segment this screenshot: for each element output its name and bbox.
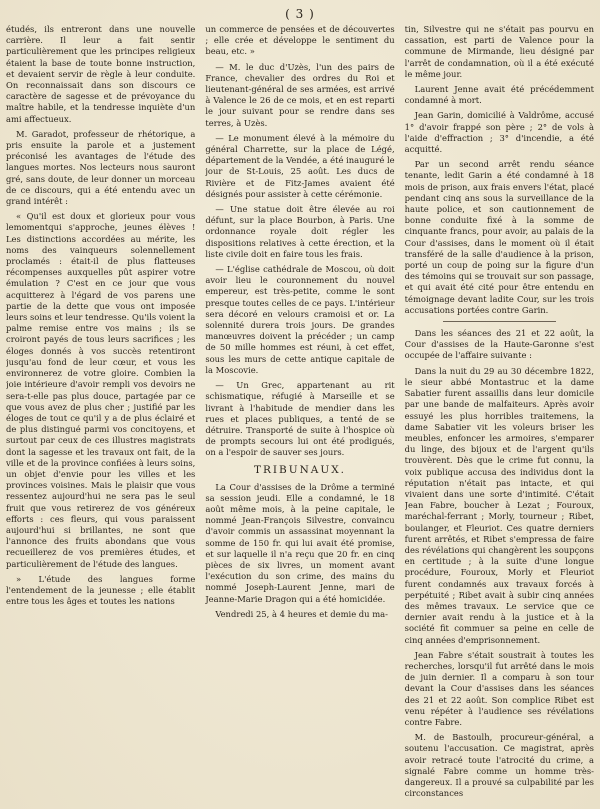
- paragraph: — L'église cathédrale de Moscou, où doit avoir lieu le couronnement du nouvel empereur, est très-petite, comme le sont presque toutes celles de ce pays. L'intérieur sera décoré en velours cramoisi et or. La solennité durera trois jours. De grandes manœuvres doivent la précéder ; un camp de 50 mille hommes est réuni, à cet effet, sous les murs de cette antique capitale de la Moscovie.: [205, 264, 395, 375]
- page-number: ( 3 ): [285, 7, 315, 21]
- paragraph: étudés, ils entreront dans une nouvelle carrière. Il leur a fait sentir particulièrement que les principes religieux étaient la base de toute bonne instruction, et devaient servir de règle à leur conduite. On reconnaissait dans son discours ce caractère de sagesse et de prévoyance du maître habile, et la tendresse inquiète d'un ami affectueux.: [6, 24, 196, 124]
- column-2: [205, 24, 394, 805]
- column-3: [405, 24, 594, 805]
- paragraph: Jean Fabre s'était soustrait à toutes les recherches, lorsqu'il fut arrêté dans le mois de juin dernier. Il a comparu à son tour devant la Cour d'assises dans les séances des 21 et 22 août. Son complice Ribet est venu répéter à l'audience ses révélations contre Fabre.: [404, 649, 594, 727]
- text-columns: [6, 24, 594, 805]
- paragraph: Par un second arrêt rendu séance tenante, ledit Garin a été condamné à 18 mois de prison, aux frais envers l'état, placé pendant cinq ans sous la surveillance de la haute police, et son cautionnement de bonne conduite fixé à la somme de cinquante francs, pour avoir, au palais de la Cour d'assises, dans le moment où il était transféré de la salle d'audience à la prison, porté un coup de poing sur la figure d'un des témoins qui se trouvait sur son passage, et qui avait été cité pour être entendu en témoignage devant ladite Cour, sur les trois accusations portées contre Garin.: [404, 159, 594, 315]
- paragraph: « Qu'il est doux et glorieux pour vous lemomentqui s'approche, jeunes élèves ! Les distinctions accordées au mérite, les noms des vainqueurs solennellement proclamés : était-il de plus flatteuses récompenses auxquelles pût aspirer votre émulation ? C'est en ce jour que vous acquitterez à l'égard de vos parens une partie de la dette que vous ont imposée leurs soins et leur tendresse. Qu'ils voient la palme remise entre vos mains ; ils se croiront payés de tous leurs sacrifices ; les éloges donnés à vos succès retentiront jusqu'au fond de leur cœur, et vous les environnerez de votre gloire. Combien la joie intérieure d'avoir rempli vos devoirs ne sera-t-elle pas plus douce, partagée par ce que vous avez de plus cher ; justifié par les éloges de tout ce qu'il y a de plus éclairé et de plus distingué parmi vos concitoyens, et surtout par ceux de ces illustres magistrats dont la sagesse et les travaux ont fait, de la ville et de la province confiées à leurs soins, un objet d'envie pour les villes et les provinces voisines. Mais le plaisir que vous ressentez aujourd'hui ne sera pas le seul fruit que vous retirerez de vos généreux efforts : ces fleurs, qui vous paraissent aujourd'hui si brillantes, ne sont que l'annonce des fruits abondans que vous recueillerez de vos premières études, et particulièrement de l'étude des langues.: [6, 211, 196, 569]
- paragraph: M. Garadot, professeur de rhétorique, a pris ensuite la parole et a justement préconisé les avantages de l'étude des langues mortes. Nos lecteurs nous sauront gré, sans doute, de leur donner un morceau de ce discours, qui a été entendu avec un grand intérêt :: [6, 128, 196, 207]
- paragraph: Vendredi 25, à 4 heures et demie du ma-: [215, 608, 388, 619]
- paragraph: Dans les séances des 21 et 22 août, la Cour d'assises de la Haute-Garonne s'est occupée de l'affaire suivante :: [404, 328, 594, 361]
- paragraph: Laurent Jenne avait été précédemment condamné à mort.: [404, 84, 594, 106]
- paragraph: — Une statue doit être élevée au roi défunt, sur la place Bourbon, à Paris. Une ordonnance royale doit régler les dispositions relatives à cette érection, et la liste civile doit en faire tous les frais.: [205, 204, 395, 259]
- paragraph: Jean Garin, domicilié à Valdrôme, accusé 1° d'avoir frappé son père ; 2° de vols à l'aide d'effraction ; 3° d'incendie, a été acquitté.: [404, 110, 594, 155]
- paragraph: — M. le duc d'Uzès, l'un des pairs de France, chevalier des ordres du Roi et lieutenant-général de ses armées, est arrivé à Valence le 26 de ce mois, et en est reparti le jour suivant pour se rendre dans ses terres, à Uzès.: [205, 61, 395, 128]
- paragraph: M. de Bastoulh, procureur-général, a soutenu l'accusation. Ce magistrat, après avoir retracé toute l'atrocité du crime, a signalé Fabre comme un homme très-dangereux. Il a prouvé sa culpabilité par les circonstances: [404, 732, 594, 799]
- paragraph: — Un Grec, appartenant au rit schismatique, réfugié à Marseille et se livrant à l'habitude de mendier dans les rues et places publiques, a tenté de se détruire. Transporté de suite à l'hospice où de prompts secours lui ont été prodigués, on a l'espoir de sauver ses jours.: [205, 380, 395, 458]
- paragraph: tin, Silvestre qui ne s'était pas pourvu en cassation, est parti de Valence pour la commune de Mirmande, lieu désigné par l'arrêt de condamnation, où il a été exécuté le même jour.: [404, 24, 594, 79]
- paragraph: La Cour d'assises de la Drôme a terminé sa session jeudi. Elle a condamné, le 18 août même mois, à la peine capitale, le nommé Jean-François Silvestre, convaincu d'avoir commis un assassinat moyennant la somme de 150 fr. qui lui avait été promise, et sur laquelle il n'a reçu que 20 fr. en cinq pièces de six livres, un moment avant l'exécution du son crime, des mains du nommé Joseph-Laurent Jenne, mari de Jeanne-Marie Dragon qui a été homicidée.: [205, 481, 395, 604]
- column-1: [6, 24, 195, 805]
- paragraph: » L'étude des langues forme l'entendement de la jeunesse ; elle établit entre tous les âges et toutes les nations: [6, 573, 196, 607]
- section-divider: [443, 321, 557, 322]
- section-heading-tribunaux: TRIBUNAUX.: [253, 463, 347, 476]
- paragraph: Dans la nuit du 29 au 30 décembre 1822, le sieur abbé Montastruc et la dame Sabatier furent assaillis dans leur domicile par une bande de malfaiteurs. Après avoir essuyé les plus horribles traitemens, la dame Sabatier vit les voleurs briser les meubles, enfoncer les armoires, s'emparer du linge, des bijoux et de l'argent qu'ils trouvèrent. Dès que le crime fut connu, la voix publique accusa des individus dont la réputation n'était pas intacte, et qui vivaient dans une sorte d'intimité. C'était Jean Fabre, boucher à Lezat ; Fouroux, maréchal-ferrant ; Morly, tourneur ; Ribet, boulanger, et Fleuriot. Ces quatre derniers furent arrêtés, et Ribet s'empressa de faire des révélations qui changèrent les soupçons en certitude ; à la suite d'une longue procédure, Fouroux, Morly et Fleuriot furent condamnés aux travaux forcés à perpétuité ; Ribet avait à subir cinq années des mêmes travaux. Le service que ce dernier avait rendu à la justice et à la société fit commuer sa peine en celle de cinq années d'emprisonnement.: [404, 365, 594, 645]
- paragraph: — Le monument élevé à la mémoire du général Charrette, sur la place de Légé, département de la Vendée, a été inauguré le jour de St-Louis, 25 août. Les ducs de Rivière et de Fitz-James avaient été désignés pour assister à cette cérémonie.: [205, 132, 395, 199]
- paragraph: un commerce de pensées et de découvertes ; elle crée et développe le sentiment du beau, etc. »: [205, 24, 395, 57]
